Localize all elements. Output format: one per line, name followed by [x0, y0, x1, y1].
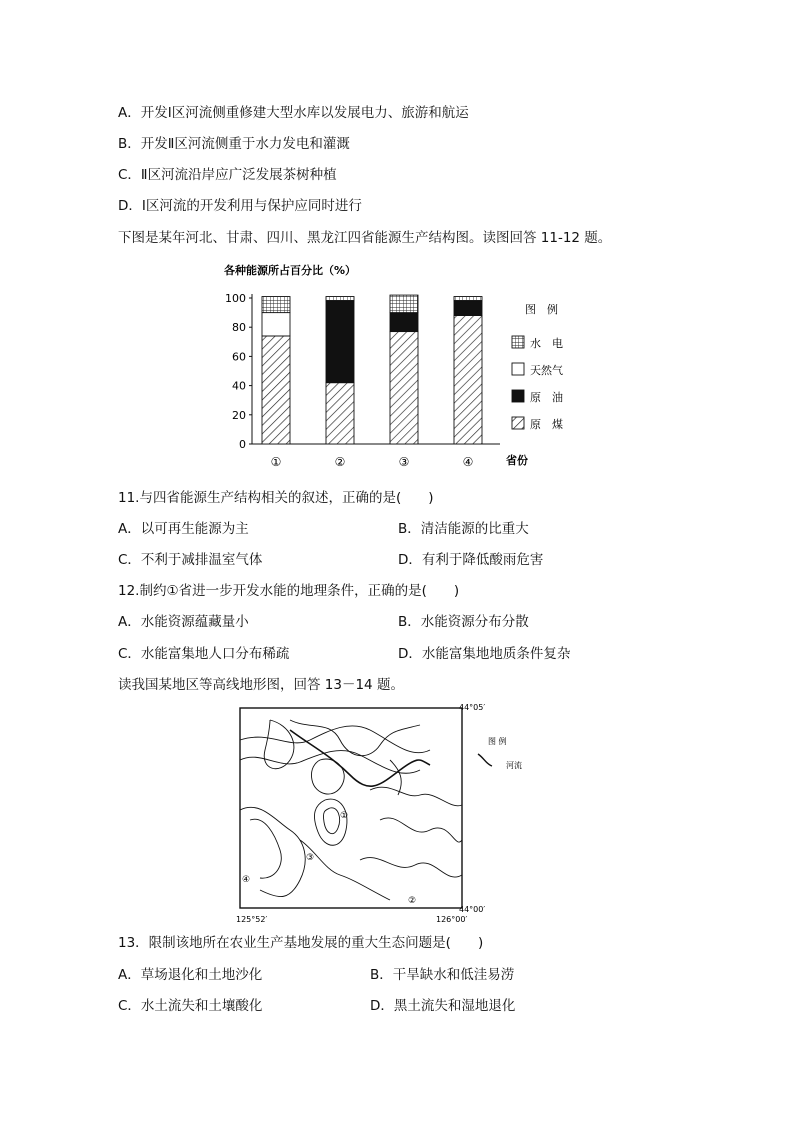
y-tick-label: 40: [232, 379, 246, 393]
legend-label: 原 煤: [530, 418, 563, 431]
q13-option-c: C．水土流失和土壤酸化: [118, 998, 263, 1014]
legend-swatch: [512, 390, 524, 402]
bar-segment: [454, 297, 482, 301]
q11-option-b: B．清洁能源的比重大: [398, 521, 529, 537]
x-tick-label: ④: [462, 455, 474, 469]
q12-stem: 12.制约①省进一步开发水能的地理条件，正确的是( ): [118, 583, 460, 599]
q10-option-d: D．Ⅰ区河流的开发利用与保护应同时进行: [118, 198, 362, 214]
q13-stem: 13．限制该地所在农业生产基地发展的重大生态问题是( ): [118, 935, 484, 951]
bar-segment: [262, 336, 290, 444]
x-tick-label: ②: [334, 455, 346, 469]
map-legend-river-symbol: [478, 754, 492, 766]
energy-structure-chart: [200, 258, 600, 474]
lat-top: 44°05′: [459, 703, 486, 712]
legend-swatch: [512, 336, 524, 348]
q11-stem: 11.与四省能源生产结构相关的叙述，正确的是( ): [118, 490, 434, 506]
lon-right: 126°00′: [436, 915, 468, 924]
bar-segment: [390, 313, 418, 332]
y-tick-label: 20: [232, 408, 246, 422]
q13-option-d: D．黑土流失和湿地退化: [370, 998, 516, 1014]
bar-segment: [390, 332, 418, 444]
x-tick-label: ③: [398, 455, 410, 469]
bar-segment: [262, 297, 290, 313]
bar-segment: [326, 383, 354, 444]
x-axis-label: 省份: [506, 454, 528, 467]
lon-left: 125°52′: [236, 915, 268, 924]
y-tick-label: 80: [232, 321, 246, 335]
map-legend-river-label: 河流: [506, 761, 522, 770]
bar-segment: [326, 297, 354, 301]
q10-option-c: C．Ⅱ区河流沿岸应广泛发展茶树种植: [118, 167, 337, 183]
x-tick-label: ①: [270, 455, 282, 469]
lat-bottom: 44°00′: [459, 905, 486, 914]
q11-option-d: D．有利于降低酸雨危害: [398, 552, 544, 568]
point-3: ③: [306, 853, 315, 863]
y-tick-label: 100: [225, 292, 246, 305]
point-1: ①: [340, 811, 349, 821]
y-tick-label: 0: [239, 438, 246, 451]
legend-title: 图 例: [525, 303, 558, 316]
bar-segment: [326, 301, 354, 383]
q12-option-c: C．水能富集地人口分布稀疏: [118, 646, 290, 662]
q11-option-a: A．以可再生能源为主: [118, 521, 249, 537]
q12-option-a: A．水能资源蕴藏量小: [118, 614, 249, 630]
legend-swatch: [512, 363, 524, 375]
bar-segment: [262, 313, 290, 336]
q11-option-c: C．不利于减排温室气体: [118, 552, 263, 568]
q12-option-d: D．水能富集地地质条件复杂: [398, 646, 571, 662]
q13-option-a: A．草场退化和土地沙化: [118, 967, 263, 983]
intro-13-14: 读我国某地区等高线地形图，回答 13－14 题。: [118, 677, 404, 693]
map-frame: [240, 708, 462, 908]
bar-segment: [454, 301, 482, 316]
q10-option-b: B．开发Ⅱ区河流侧重于水力发电和灌溉: [118, 136, 350, 152]
q13-option-b: B．干旱缺水和低洼易涝: [370, 967, 515, 983]
contour-map: [230, 700, 550, 930]
chart-title: 各种能源所占百分比（%）: [224, 264, 357, 277]
q12-option-b: B．水能资源分布分散: [398, 614, 529, 630]
legend-label: 原 油: [530, 391, 563, 404]
bar-segment: [390, 295, 418, 313]
point-2: ②: [408, 896, 417, 906]
legend-label: 水 电: [530, 337, 563, 350]
q10-option-a: A．开发Ⅰ区河流侧重修建大型水库以发展电力、旅游和航运: [118, 105, 469, 121]
bar-segment: [454, 316, 482, 444]
y-tick-label: 60: [232, 350, 246, 364]
map-legend-title: 图 例: [488, 737, 507, 746]
intro-11-12: 下图是某年河北、甘肃、四川、黑龙江四省能源生产结构图。读图回答 11-12 题。: [118, 230, 612, 246]
point-4: ④: [242, 875, 251, 885]
legend-swatch: [512, 417, 524, 429]
legend-label: 天然气: [530, 364, 563, 377]
